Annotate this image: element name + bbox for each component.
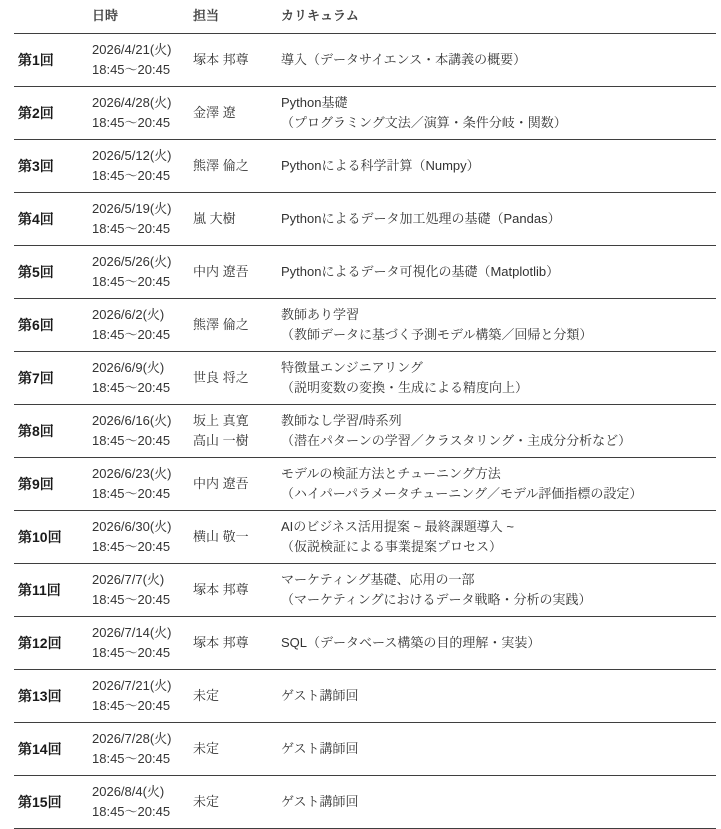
table-row [14,140,716,193]
session-instructor [193,246,281,299]
curriculum-line: ゲスト講師回 [281,741,359,756]
col-header-datetime: 日時 [92,0,193,34]
curriculum-line: （説明変数の変換・生成による精度向上） [281,380,529,395]
datetime-line: 18:45～20:45 [92,539,171,554]
session-curriculum [281,299,716,352]
session-datetime [92,564,193,617]
datetime-line: 18:45～20:45 [92,433,171,448]
schedule-table [14,0,716,829]
session-datetime [92,405,193,458]
table-row [14,458,716,511]
session-instructor [193,352,281,405]
datetime-line: 2026/5/12(火) [92,148,172,163]
session-number: 第9回 [18,476,54,492]
instructor-name: 中内 遼吾 [193,476,249,491]
session-instructor [193,511,281,564]
curriculum-line: Pythonによるデータ加工処理の基礎（Pandas） [281,211,561,226]
session-datetime [92,299,193,352]
session-curriculum [281,87,716,140]
table-row [14,193,716,246]
datetime-line: 18:45～20:45 [92,168,171,183]
session-datetime [92,352,193,405]
datetime-line: 18:45～20:45 [92,327,171,342]
session-instructor [193,617,281,670]
header-row [14,0,716,34]
table-row [14,246,716,299]
curriculum-line: 導入（データサイエンス・本講義の概要） [281,52,527,67]
session-datetime [92,723,193,776]
datetime-line: 18:45～20:45 [92,751,171,766]
session-number: 第13回 [18,688,62,704]
session-number: 第2回 [18,105,54,121]
session-datetime [92,246,193,299]
col-header-session [14,0,92,34]
session-number: 第15回 [18,794,62,810]
instructor-name: 金澤 遼 [193,105,236,120]
session-curriculum [281,511,716,564]
datetime-line: 18:45～20:45 [92,62,171,77]
session-instructor [193,140,281,193]
session-instructor [193,458,281,511]
session-curriculum [281,405,716,458]
session-instructor [193,34,281,87]
instructor-name: 坂上 真寛 [193,413,249,428]
session-datetime [92,87,193,140]
instructor-name: 高山 一樹 [193,433,249,448]
session-datetime [92,193,193,246]
session-instructor [193,405,281,458]
table-row [14,405,716,458]
session-datetime [92,34,193,87]
session-instructor [193,87,281,140]
datetime-line: 18:45～20:45 [92,592,171,607]
session-curriculum [281,458,716,511]
session-instructor [193,193,281,246]
session-number: 第11回 [18,582,61,598]
datetime-line: 18:45～20:45 [92,221,171,236]
session-number: 第3回 [18,158,54,174]
datetime-line: 2026/7/14(火) [92,625,172,640]
curriculum-line: 教師あり学習 [281,307,360,322]
curriculum-line: （仮説検証による事業提案プロセス） [281,539,503,554]
session-curriculum [281,246,716,299]
session-number: 第6回 [18,317,54,333]
session-curriculum [281,352,716,405]
instructor-name: 未定 [193,688,220,703]
curriculum-line: Pythonによるデータ可視化の基礎（Matplotlib） [281,264,560,279]
session-number: 第10回 [18,529,62,545]
datetime-line: 18:45～20:45 [92,645,171,660]
datetime-line: 2026/7/7(火) [92,572,165,587]
curriculum-line: AIのビジネス活用提案 ~ 最終課題導入 ~ [281,519,514,534]
instructor-name: 未定 [193,794,220,809]
table-row [14,87,716,140]
curriculum-line: （マーケティングにおけるデータ戦略・分析の実践） [281,592,592,607]
datetime-line: 18:45～20:45 [92,804,171,819]
session-instructor [193,670,281,723]
datetime-line: 2026/6/2(火) [92,307,165,322]
datetime-line: 2026/7/28(火) [92,731,172,746]
instructor-name: 中内 遼吾 [193,264,249,279]
datetime-line: 2026/6/9(火) [92,360,165,375]
table-row [14,34,716,87]
session-curriculum [281,193,716,246]
curriculum-line: モデルの検証方法とチューニング方法 [281,466,501,481]
datetime-line: 2026/5/19(火) [92,201,172,216]
table-row [14,352,716,405]
datetime-line: 18:45～20:45 [92,380,171,395]
session-datetime [92,140,193,193]
session-curriculum [281,34,716,87]
datetime-line: 18:45～20:45 [92,698,171,713]
session-number: 第12回 [18,635,62,651]
session-datetime [92,458,193,511]
session-number: 第4回 [18,211,54,227]
instructor-name: 世良 将之 [193,370,249,385]
session-curriculum [281,617,716,670]
session-curriculum [281,723,716,776]
session-curriculum [281,564,716,617]
datetime-line: 2026/4/28(火) [92,95,172,110]
datetime-line: 2026/8/4(火) [92,784,165,799]
session-curriculum [281,670,716,723]
session-number: 第7回 [18,370,54,386]
table-row [14,670,716,723]
datetime-line: 2026/6/16(火) [92,413,172,428]
curriculum-line: ゲスト講師回 [281,688,359,703]
curriculum-line: （教師データに基づく予測モデル構築／回帰と分類） [281,327,593,342]
curriculum-line: SQL（データベース構築の目的理解・実装） [281,635,541,650]
curriculum-line: 特徴量エンジニアリング [281,360,423,375]
table-row [14,617,716,670]
session-datetime [92,511,193,564]
datetime-line: 2026/6/30(火) [92,519,172,534]
instructor-name: 熊澤 倫之 [193,158,249,173]
instructor-name: 熊澤 倫之 [193,317,249,332]
datetime-line: 2026/6/23(火) [92,466,172,481]
instructor-name: 塚本 邦尊 [193,635,249,650]
curriculum-line: Python基礎 [281,95,348,110]
col-header-curriculum: カリキュラム [281,0,716,34]
instructor-name: 嵐 大樹 [193,211,236,226]
datetime-line: 2026/4/21(火) [92,42,172,57]
session-number: 第5回 [18,264,54,280]
instructor-name: 横山 敬一 [193,529,249,544]
curriculum-line: （潜在パターンの学習／クラスタリング・主成分分析など） [281,433,632,448]
datetime-line: 18:45～20:45 [92,274,171,289]
curriculum-line: 教師なし学習/時系列 [281,413,402,428]
session-curriculum [281,140,716,193]
session-datetime [92,670,193,723]
curriculum-line: Pythonによる科学計算（Numpy） [281,158,480,173]
session-instructor [193,564,281,617]
session-datetime [92,617,193,670]
datetime-line: 2026/7/21(火) [92,678,172,693]
table-row [14,299,716,352]
datetime-line: 2026/5/26(火) [92,254,172,269]
session-instructor [193,723,281,776]
curriculum-line: （ハイパーパラメータチューニング／モデル評価指標の設定） [281,486,643,501]
curriculum-line: （プログラミング文法／演算・条件分岐・関数） [281,115,567,130]
curriculum-line: ゲスト講師回 [281,794,359,809]
col-header-instructor: 担当 [193,0,281,34]
table-body [14,34,716,829]
instructor-name: 未定 [193,741,220,756]
session-instructor [193,299,281,352]
session-number: 第14回 [18,741,62,757]
table-row [14,511,716,564]
table-row [14,564,716,617]
instructor-name: 塚本 邦尊 [193,52,249,67]
table-row [14,723,716,776]
datetime-line: 18:45～20:45 [92,486,171,501]
curriculum-line: マーケティング基礎、応用の一部 [281,572,475,587]
datetime-line: 18:45～20:45 [92,115,171,130]
session-number: 第8回 [18,423,54,439]
session-number: 第1回 [18,52,54,68]
instructor-name: 塚本 邦尊 [193,582,249,597]
